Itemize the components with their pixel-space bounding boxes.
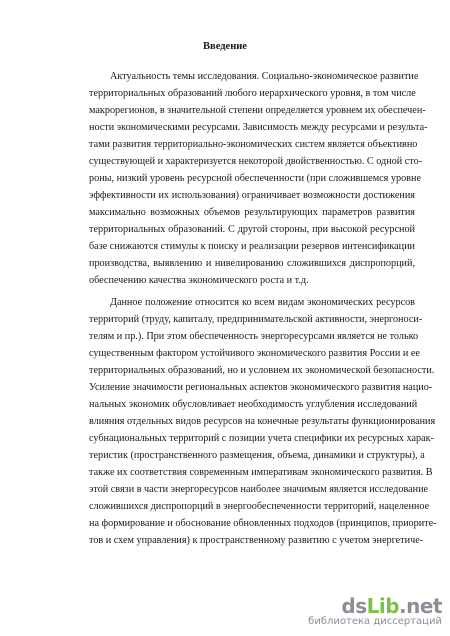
text-line: эффективности их использования) ограничивает возможности достижения [89,190,415,201]
text-line: тов и схем управления) к пространственному развитию с учетом энергетиче- [89,535,424,546]
watermark-subtitle: библиотека диссертаций [308,616,442,627]
text-line: макрорегионов, в значительной степени определяется уровнем их обеспечен- [89,105,426,116]
text-line: территорий (труду, капиталу, предпринимательской активности, энергоноси- [89,314,423,325]
text-line: существенным фактором устойчивого экономического развития России и ее [89,348,420,359]
text-line: этой связи в части энергоресурсов наиболее значимым является исследование [89,484,429,495]
text-line: роны, низкий уровень ресурсной обеспеченности (при сложившемся уровне [89,173,421,184]
text-line: Данное положение относится ко всем видам экономических ресурсов [110,297,415,308]
text-line: тами развития территориально-экономических систем является объективно [89,139,418,150]
text-line: на формирование и обоснование обновленных подходов (принципов, приорите- [89,518,437,529]
text-line: территориальных образований. С другой стороны, при высокой ресурсной [89,224,415,235]
text-line: территориальных образований, но и условием их экономической безопасности. [89,365,435,376]
text-line: Усиление значимости региональных аспектов экономического развития нацио- [89,382,433,393]
text-line: сложившихся диспропорций в энергообеспеченности территорий, нацеленное [89,501,430,512]
text-line: максимально возможных объемов результирующих параметров развития [89,207,415,218]
text-line: ности экономическими ресурсами. Зависимость между ресурсами и результа- [89,122,428,133]
text-line: влияния отдельных видов ресурсов на конечные результаты функционирования [89,416,436,427]
text-line: субнациональных территорий с позиции учета специфики их ресурсных харак- [89,433,435,444]
dslib-logo: dsLib.net [341,594,442,618]
text-line: производства, выявлению и нивелированию сложившихся диспропорций, [89,258,415,269]
page-title: Введение [203,41,247,52]
text-line: обеспечению качества экономического роста и т.д. [89,275,309,286]
text-line: также их соответствия современным императивам экономического развития. В [89,467,433,478]
text-line: существующей и характеризуется некоторой двойственностью. С одной сто- [89,156,423,167]
text-line: территориальных образований любого иерархического уровня, в том числе [89,88,416,99]
text-line: базе снижаются стимулы к поиску и реализации резервов интенсификации [89,241,415,252]
text-line: теристик (пространственного размещения, объема, динамики и структуры), а [89,450,425,461]
text-line: нальных экономик обусловливает необходимость углубления исследований [89,399,418,410]
dslib-watermark [302,596,442,630]
text-line: телям и пр.). При этом обеспеченность энергоресурсами является не только [89,331,419,342]
text-line: Актуальность темы исследования. Социально-экономическое развитие [110,71,419,82]
